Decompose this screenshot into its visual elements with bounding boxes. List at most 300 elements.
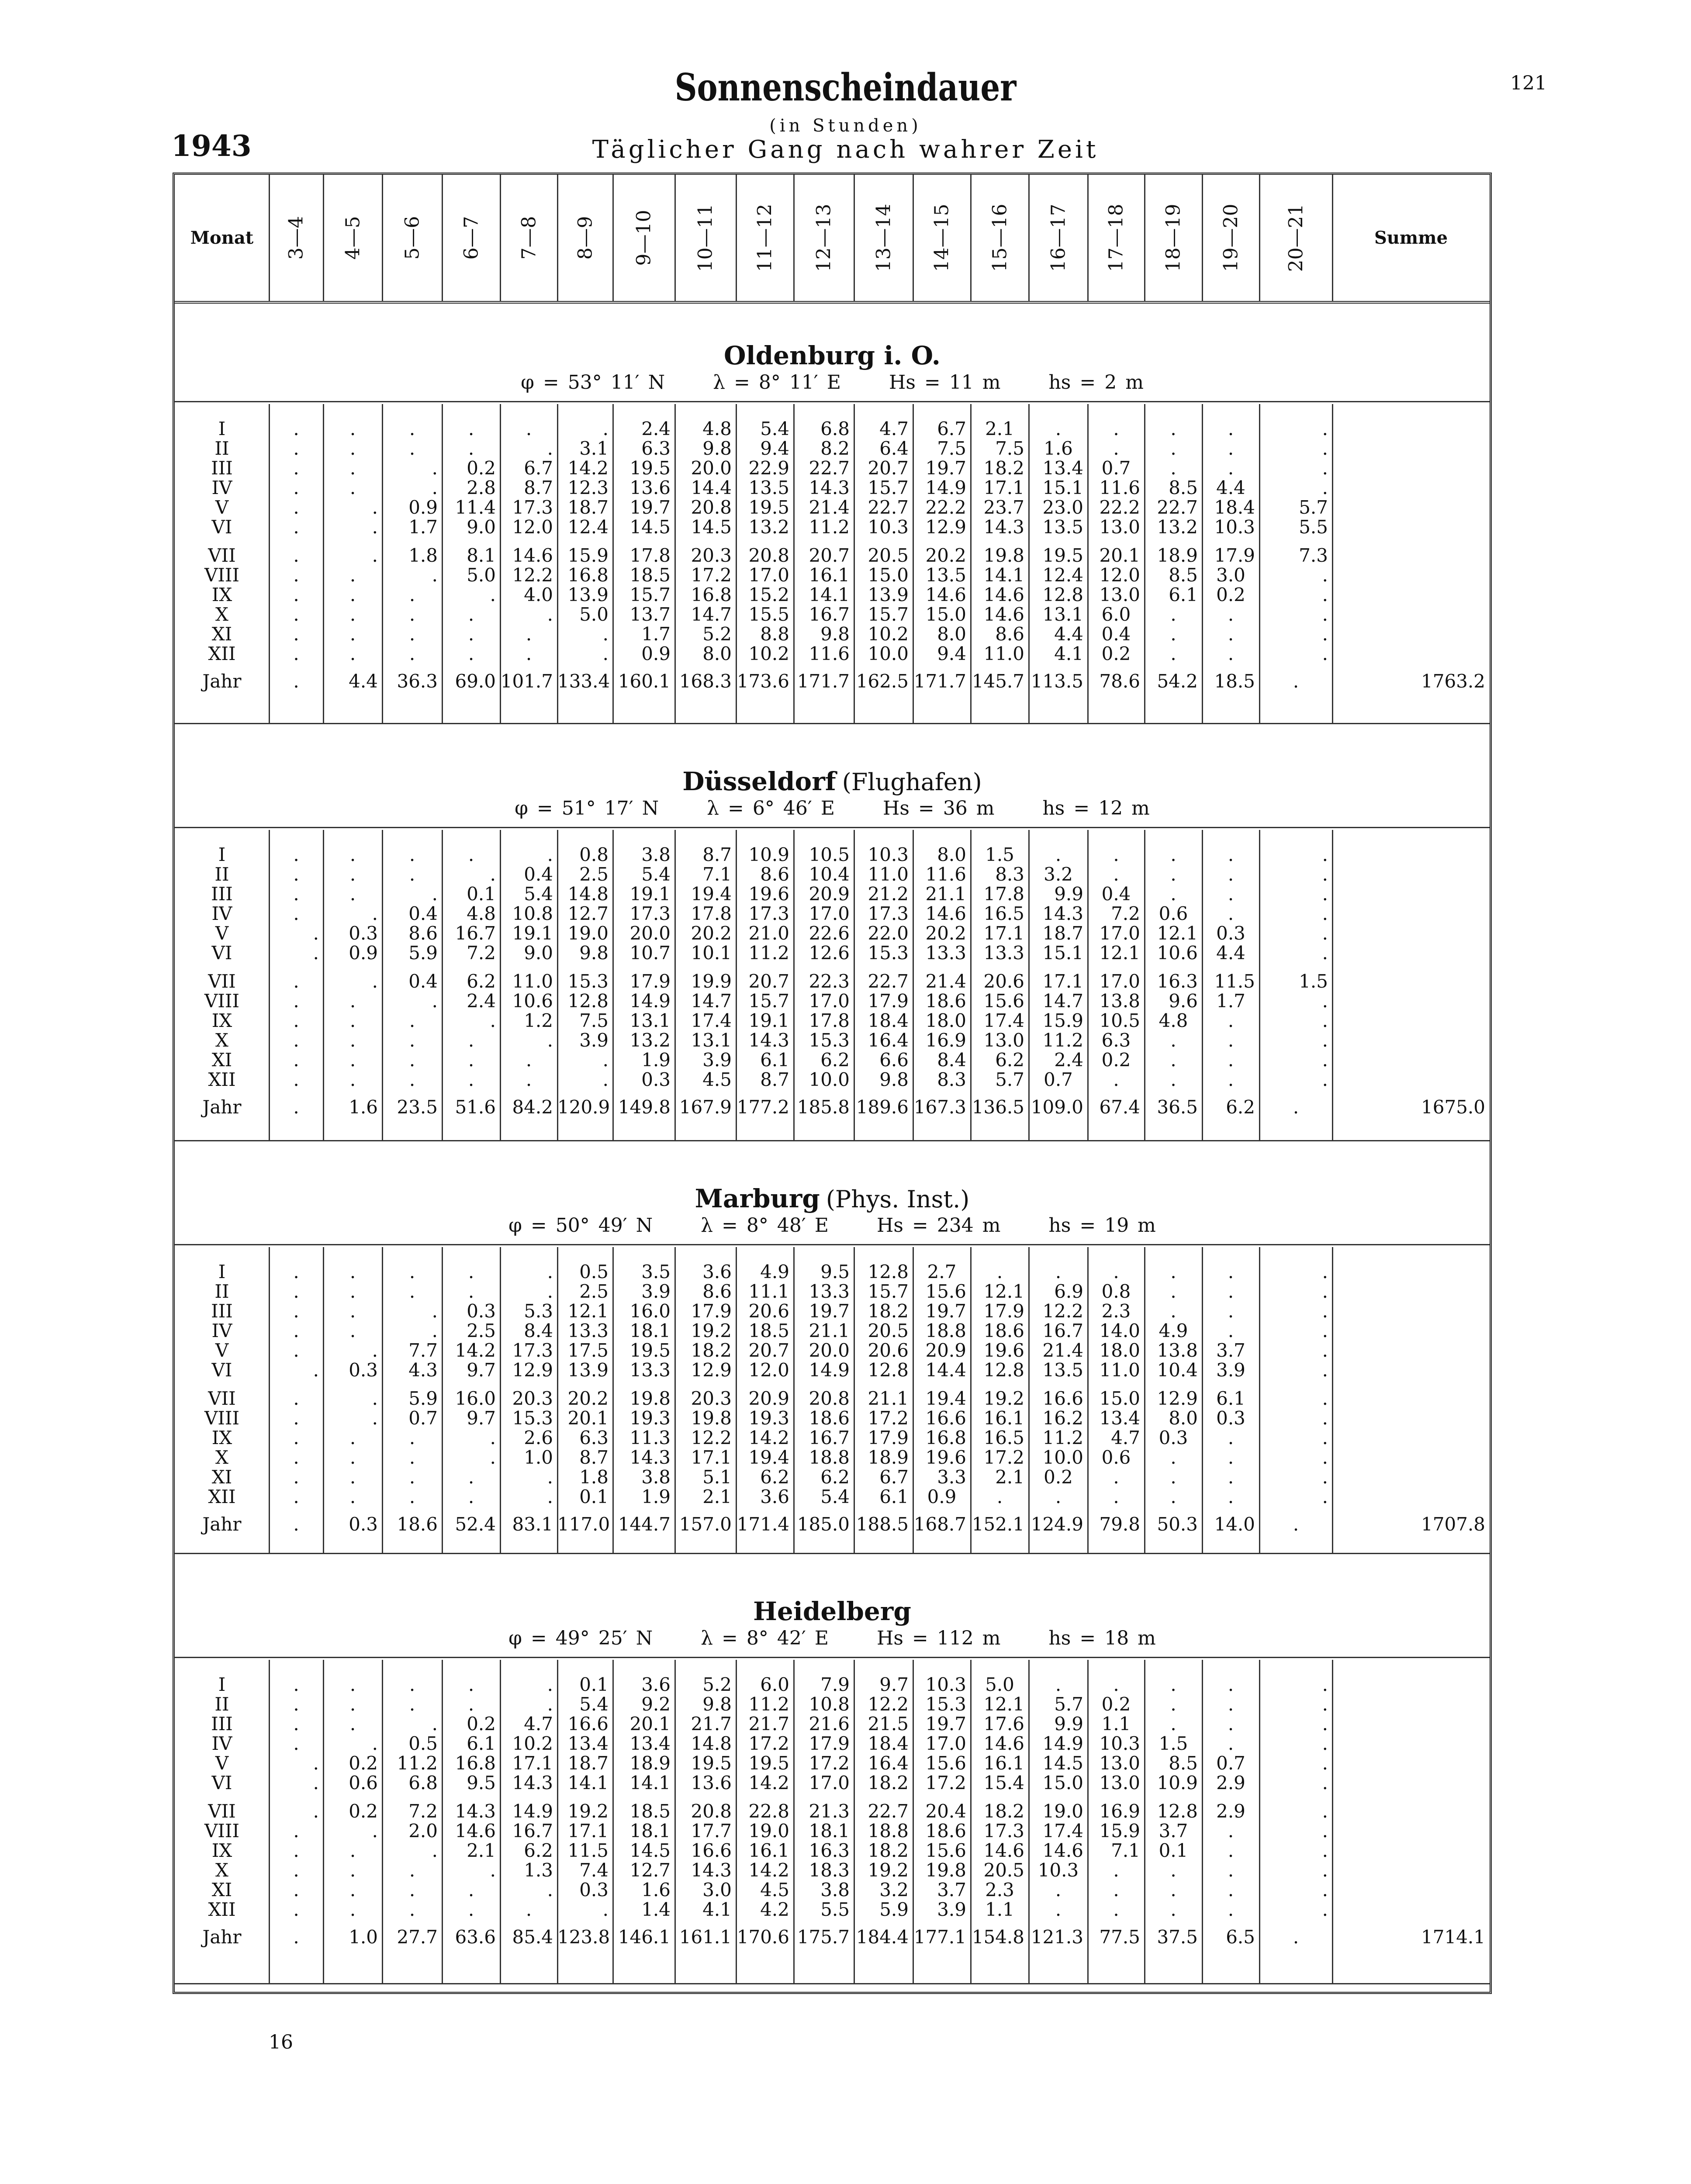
header-hour-10-label: 12—13	[813, 204, 835, 272]
page-subtitle-units: (in Stunden)	[769, 116, 922, 136]
hour-cell: 11.5	[567, 1840, 609, 1861]
hour-cell: 18.4	[868, 1010, 909, 1031]
hour-cell: 17.0	[1099, 971, 1140, 992]
hour-cell: 12.2	[1042, 1300, 1083, 1322]
hour-cell: .	[1228, 1693, 1234, 1715]
hour-cell: 52.4	[455, 1514, 496, 1535]
hour-cell: .	[432, 1713, 438, 1735]
header-col-divider	[1144, 175, 1145, 301]
hour-cell: .	[1228, 1281, 1234, 1302]
table-row	[175, 1900, 1490, 1919]
hour-cell: 22.7	[868, 1800, 909, 1822]
hour-cell: .	[349, 604, 356, 625]
hour-cell: 19.6	[748, 883, 789, 905]
hour-cell: 20.6	[983, 971, 1024, 992]
hour-cell: 18.6	[809, 1407, 850, 1429]
summe-cell: .	[1322, 1427, 1328, 1448]
hour-cell: 15.7	[868, 1281, 909, 1302]
summe-cell: .	[1322, 1466, 1328, 1488]
header-hour-17	[1202, 175, 1259, 301]
hour-cell: .	[349, 844, 356, 865]
hour-cell: .	[1228, 438, 1234, 459]
hour-cell: 7.5	[579, 1010, 609, 1031]
hour-cell: 15.7	[868, 604, 909, 625]
summe-cell: .	[1322, 584, 1328, 605]
hour-cell: 0.2	[1216, 584, 1245, 605]
hour-cell: .	[313, 1772, 319, 1794]
hour-cell: 14.4	[925, 1359, 966, 1381]
hour-cell: 13.5	[748, 477, 789, 498]
hour-cell: .	[468, 1899, 474, 1920]
hour-cell: 22.6	[809, 923, 850, 944]
hour-cell: 2.7	[927, 1261, 957, 1282]
hour-cell: 1.9	[641, 1049, 671, 1071]
hour-cell: .	[293, 1486, 299, 1507]
hour-cell: .	[490, 1427, 496, 1448]
station-coordinates	[175, 1627, 1490, 1649]
hour-cell: 6.5	[1226, 1926, 1255, 1948]
hour-cell: 21.7	[748, 1713, 789, 1735]
header-col-divider	[1028, 175, 1030, 301]
hour-cell: 15.3	[868, 942, 909, 964]
summe-cell: .	[1322, 883, 1328, 905]
hour-cell: 23.5	[397, 1096, 438, 1118]
hour-cell: 15.3	[809, 1030, 850, 1051]
hour-cell: 1.7	[1216, 990, 1245, 1012]
section-divider	[175, 1244, 1490, 1245]
hour-cell: .	[409, 1693, 415, 1715]
hour-cell: 154.8	[972, 1926, 1024, 1948]
summe-cell: .	[1322, 457, 1328, 479]
summe-cell: .	[1322, 942, 1328, 964]
hour-cell: 9.8	[579, 942, 609, 964]
hour-cell: .	[293, 545, 299, 566]
table-row	[175, 1468, 1490, 1487]
hour-cell: 22.7	[1157, 497, 1198, 518]
hour-cell: .	[349, 1427, 356, 1448]
hour-cell: 13.0	[1099, 584, 1140, 605]
hour-cell: 175.7	[797, 1926, 850, 1948]
hour-cell: 19.4	[925, 1388, 966, 1409]
hour-cell: .	[349, 477, 356, 498]
station-coordinates	[175, 371, 1490, 394]
month-label: XI	[211, 623, 232, 645]
hour-cell: 7.1	[1111, 1840, 1140, 1861]
station-subtitle: (Phys. Inst.)	[826, 1185, 970, 1213]
hour-cell: 16.4	[868, 1030, 909, 1051]
hour-cell: 22.2	[1099, 497, 1140, 518]
header-hour-4-label: 6—7	[460, 216, 482, 260]
summe-cell: .	[1322, 1693, 1328, 1715]
hour-cell: .	[526, 418, 532, 439]
table-row	[175, 1773, 1490, 1793]
hour-cell: 15.6	[925, 1281, 966, 1302]
hour-cell: 18.5	[629, 564, 671, 586]
hour-cell: .	[293, 1300, 299, 1322]
hour-cell: 12.1	[567, 1300, 609, 1322]
table-row	[175, 1389, 1490, 1408]
hour-cell: 16.9	[925, 1030, 966, 1051]
hour-cell: 17.5	[567, 1340, 609, 1361]
hour-cell: 16.7	[512, 1820, 553, 1842]
hour-cell: 157.0	[679, 1514, 732, 1535]
section-divider	[175, 401, 1490, 402]
hour-cell: .	[293, 1693, 299, 1715]
hour-cell: 0.9	[641, 643, 671, 664]
hour-cell: .	[1170, 1859, 1176, 1881]
header-col-divider	[1259, 175, 1260, 301]
hour-cell: 13.4	[629, 1733, 671, 1754]
hour-cell: .	[293, 1466, 299, 1488]
hour-cell: 78.6	[1099, 670, 1140, 692]
hour-cell: 14.6	[925, 584, 966, 605]
hour-cell: 19.6	[983, 1340, 1024, 1361]
hour-cell: 18.5	[1214, 670, 1255, 692]
hour-cell: .	[409, 1427, 415, 1448]
station-coordinates	[175, 1214, 1490, 1237]
table-row	[175, 1734, 1490, 1753]
hour-cell: 5.4	[760, 418, 789, 439]
hour-cell: 146.1	[618, 1926, 671, 1948]
hour-cell: .	[547, 1466, 553, 1488]
hour-cell: 9.5	[467, 1772, 496, 1794]
month-label: XI	[211, 1466, 232, 1488]
hour-cell: .	[349, 1300, 356, 1322]
hour-cell: 17.9	[809, 1733, 850, 1754]
hour-cell: 17.4	[983, 1010, 1024, 1031]
hour-cell: 8.0	[702, 643, 732, 664]
hour-cell: .	[1170, 1300, 1176, 1322]
hour-cell: 16.0	[629, 1300, 671, 1322]
hour-cell: 17.0	[748, 564, 789, 586]
hour-cell: .	[293, 1733, 299, 1754]
hour-cell: .	[293, 1879, 299, 1901]
hour-cell: 5.3	[524, 1300, 553, 1322]
summe-cell: .	[1322, 604, 1328, 625]
hour-cell: 2.4	[1054, 1049, 1083, 1071]
station-section	[175, 1149, 1490, 1562]
hour-cell: 18.1	[629, 1820, 671, 1842]
summe-cell: .	[1322, 1407, 1328, 1429]
header-col-divider	[500, 175, 501, 301]
hour-cell: 17.2	[748, 1733, 789, 1754]
hour-cell: .	[293, 1010, 299, 1031]
hour-cell: .	[1170, 1466, 1176, 1488]
hour-cell: 18.5	[748, 1320, 789, 1341]
hour-cell: 14.1	[983, 564, 1024, 586]
hour-cell: .	[372, 497, 378, 518]
hour-cell: .	[468, 1281, 474, 1302]
hour-cell: 4.5	[702, 1069, 732, 1090]
table-row	[175, 845, 1490, 864]
hour-cell: 19.7	[925, 1713, 966, 1735]
hour-cell: .	[293, 883, 299, 905]
hour-cell: 6.7	[524, 457, 553, 479]
hour-cell: 18.6	[983, 1320, 1024, 1341]
hour-cell: .	[409, 584, 415, 605]
hour-cell: 11.3	[629, 1427, 671, 1448]
hour-cell: 14.3	[748, 1030, 789, 1051]
hour-cell: 0.3	[349, 1359, 378, 1381]
hour-cell: 5.0	[985, 1674, 1014, 1695]
hour-cell: 17.4	[1042, 1820, 1083, 1842]
hour-cell: 9.7	[467, 1407, 496, 1429]
year-label: 1943	[171, 129, 252, 163]
hour-cell: .	[293, 1820, 299, 1842]
station-coordinates	[175, 797, 1490, 819]
hour-cell: 67.4	[1099, 1096, 1140, 1118]
hour-cell: 5.4	[524, 883, 553, 905]
table-row	[175, 1341, 1490, 1360]
hour-cell: .	[293, 516, 299, 538]
hour-cell: 3.6	[641, 1674, 671, 1695]
hour-cell: .	[372, 1733, 378, 1754]
hour-cell: .	[409, 1899, 415, 1920]
hour-cell: 9.8	[702, 438, 732, 459]
hour-cell: 6.4	[879, 438, 909, 459]
hour-cell: 12.8	[868, 1261, 909, 1282]
hour-cell: .	[468, 438, 474, 459]
hour-cell: 4.7	[1111, 1427, 1140, 1448]
hour-cell: .	[349, 1486, 356, 1507]
hour-cell: 16.6	[567, 1713, 609, 1735]
hour-cell: 15.0	[1099, 1388, 1140, 1409]
hour-cell: 18.6	[397, 1514, 438, 1535]
hour-cell: .	[293, 1899, 299, 1920]
hour-cell: .	[372, 1340, 378, 1361]
header-hour-11-label: 13—14	[872, 204, 895, 272]
hour-cell: .	[293, 1261, 299, 1282]
hour-cell: .	[349, 1049, 356, 1071]
hour-cell: 1.1	[985, 1899, 1014, 1920]
hour-cell: 7.5	[937, 438, 966, 459]
hour-cell: .	[349, 418, 356, 439]
hour-cell: 16.8	[455, 1752, 496, 1774]
hour-cell: 20.3	[691, 1388, 732, 1409]
hour-cell: .	[996, 1261, 1003, 1282]
hour-cell: .	[1170, 623, 1176, 645]
summe-cell: .	[1322, 1713, 1328, 1735]
hour-cell: .	[1170, 1674, 1176, 1695]
hour-cell: .	[293, 1447, 299, 1468]
header-col-divider	[1202, 175, 1203, 301]
hour-cell: 12.4	[567, 516, 609, 538]
coord-lambda: λ = 8° 48′ E	[701, 1214, 829, 1237]
header-monat	[175, 175, 269, 301]
hour-cell: 19.3	[748, 1407, 789, 1429]
hour-cell: .	[1055, 1674, 1062, 1695]
hour-cell: .	[349, 1010, 356, 1031]
header-hour-3	[382, 175, 442, 301]
hour-cell: 11.4	[455, 497, 496, 518]
table-row	[175, 419, 1490, 439]
hour-cell: 12.0	[748, 1359, 789, 1381]
hour-cell: .	[1228, 1674, 1234, 1695]
hour-cell: 17.9	[868, 990, 909, 1012]
hour-cell: .	[1228, 1733, 1234, 1754]
table-row	[175, 1302, 1490, 1321]
hour-cell: 12.8	[567, 990, 609, 1012]
coord-phi: φ = 49° 25′ N	[508, 1627, 653, 1649]
header-hour-16	[1145, 175, 1202, 301]
hour-cell: 18.5	[629, 1800, 671, 1822]
hour-cell: 9.6	[1169, 990, 1198, 1012]
hour-cell: .	[468, 643, 474, 664]
hour-cell: 1.9	[641, 1486, 671, 1507]
month-label: II	[214, 438, 229, 459]
hour-cell: .	[293, 1859, 299, 1881]
hour-cell: 11.0	[1099, 1359, 1140, 1381]
hour-cell: .	[1170, 1261, 1176, 1282]
hour-cell: 15.6	[925, 1752, 966, 1774]
hour-cell: 144.7	[618, 1514, 671, 1535]
hour-cell: 19.8	[691, 1407, 732, 1429]
hour-cell: 161.1	[679, 1926, 732, 1948]
month-label: VII	[208, 1800, 236, 1822]
hour-cell: 3.8	[641, 1466, 671, 1488]
hour-cell: 69.0	[455, 670, 496, 692]
hour-cell: 12.1	[983, 1281, 1024, 1302]
hour-cell: .	[490, 1859, 496, 1881]
hour-cell: 167.3	[913, 1096, 966, 1118]
hour-cell: 20.7	[748, 971, 789, 992]
hour-cell: .	[349, 643, 356, 664]
table-row	[175, 1428, 1490, 1448]
hour-cell: .	[526, 1049, 532, 1071]
hour-cell: 16.3	[809, 1840, 850, 1861]
hour-cell: 19.2	[983, 1388, 1024, 1409]
header-summe	[1332, 175, 1490, 301]
coord-lambda: λ = 8° 42′ E	[701, 1627, 829, 1649]
hour-cell: 6.7	[879, 1466, 909, 1488]
hour-cell: 8.7	[760, 1069, 789, 1090]
hour-cell: 0.6	[1158, 903, 1188, 924]
hour-cell: 8.6	[995, 623, 1024, 645]
header-hour-8-label: 10—11	[694, 204, 717, 272]
hour-cell: 10.7	[629, 942, 671, 964]
hour-cell: .	[293, 584, 299, 605]
hour-cell: .	[409, 438, 415, 459]
hour-cell: 20.7	[748, 1340, 789, 1361]
hour-cell: 13.9	[567, 584, 609, 605]
hour-cell: .	[468, 1879, 474, 1901]
hour-cell: 18.6	[925, 990, 966, 1012]
table-row	[175, 1802, 1490, 1821]
hour-cell: 13.5	[1042, 1359, 1083, 1381]
hour-cell: .	[1228, 883, 1234, 905]
hour-cell: .	[1228, 643, 1234, 664]
hour-cell: .	[1228, 1261, 1234, 1282]
hour-cell: 3.8	[820, 1879, 850, 1901]
hour-cell: 12.8	[1042, 584, 1083, 605]
hour-cell: 15.5	[748, 604, 789, 625]
hour-cell: 5.5	[820, 1899, 850, 1920]
hour-cell: 9.8	[820, 623, 850, 645]
hour-cell: .	[293, 1514, 299, 1535]
table-row	[175, 904, 1490, 923]
hour-cell: 1.0	[349, 1926, 378, 1948]
summe-cell: .	[1322, 1800, 1328, 1822]
hour-cell: .	[547, 604, 553, 625]
hour-cell: 18.2	[983, 1800, 1024, 1822]
table-row	[175, 625, 1490, 644]
hour-cell: 168.7	[913, 1514, 966, 1535]
hour-cell: 17.9	[629, 971, 671, 992]
hour-cell: 20.1	[1099, 545, 1140, 566]
hour-cell: .	[1170, 1899, 1176, 1920]
hour-cell: .	[349, 1030, 356, 1051]
summe-cell: .	[1322, 1010, 1328, 1031]
hour-cell: 19.0	[567, 923, 609, 944]
hour-cell: 5.9	[879, 1899, 909, 1920]
hour-cell: 8.5	[1169, 477, 1198, 498]
footer-page-number: 16	[269, 2031, 293, 2053]
summe-cell: .	[1322, 1674, 1328, 1695]
hour-cell: .	[409, 1010, 415, 1031]
hour-cell: 17.8	[691, 903, 732, 924]
summe-cell: .	[1322, 864, 1328, 885]
hour-cell: 17.9	[691, 1300, 732, 1322]
hour-cell: 8.4	[524, 1320, 553, 1341]
table-row	[175, 1282, 1490, 1301]
hour-cell: 17.6	[983, 1713, 1024, 1735]
hour-cell: 14.5	[629, 1840, 671, 1861]
hour-cell: 17.9	[868, 1427, 909, 1448]
hour-cell: 13.2	[1157, 516, 1198, 538]
hour-cell: 5.0	[467, 564, 496, 586]
hour-cell: 20.2	[567, 1388, 609, 1409]
hour-cell: 17.1	[983, 923, 1024, 944]
header-col-divider	[557, 175, 558, 301]
hour-cell: 14.2	[748, 1859, 789, 1881]
hour-cell: .	[349, 1840, 356, 1861]
month-label: II	[214, 864, 229, 885]
hour-cell: 18.0	[925, 1010, 966, 1031]
jahr-row	[175, 1928, 1490, 1947]
hour-cell: 17.7	[691, 1820, 732, 1842]
hour-cell: 63.6	[455, 1926, 496, 1948]
hour-cell: 20.5	[868, 1320, 909, 1341]
month-label: VIII	[204, 990, 240, 1012]
hour-cell: .	[490, 1447, 496, 1468]
hour-cell: .	[409, 643, 415, 664]
hour-cell: .	[409, 1859, 415, 1881]
hour-cell: 17.3	[868, 903, 909, 924]
month-label: X	[215, 604, 228, 625]
hour-cell: 13.6	[629, 477, 671, 498]
hour-cell: .	[313, 923, 319, 944]
hour-cell: .	[1170, 883, 1176, 905]
hour-cell: 9.0	[467, 516, 496, 538]
hour-cell: .	[547, 438, 553, 459]
hour-cell: .	[1113, 864, 1119, 885]
hour-cell: 19.7	[925, 1300, 966, 1322]
hour-cell: 4.8	[467, 903, 496, 924]
hour-cell: .	[1228, 1859, 1234, 1881]
summe-cell: .	[1322, 1733, 1328, 1754]
hour-cell: .	[293, 438, 299, 459]
hour-cell: 0.2	[1044, 1466, 1073, 1488]
hour-cell: 7.4	[579, 1859, 609, 1881]
header-col-divider	[612, 175, 614, 301]
hour-cell: .	[602, 1899, 609, 1920]
hour-cell: 13.7	[629, 604, 671, 625]
hour-cell: 10.9	[748, 844, 789, 865]
header-hour-2-label: 4—5	[342, 216, 364, 260]
hour-cell: .	[293, 1674, 299, 1695]
header-hour-16-label: 18—19	[1162, 204, 1185, 272]
hour-cell: 0.9	[408, 497, 438, 518]
